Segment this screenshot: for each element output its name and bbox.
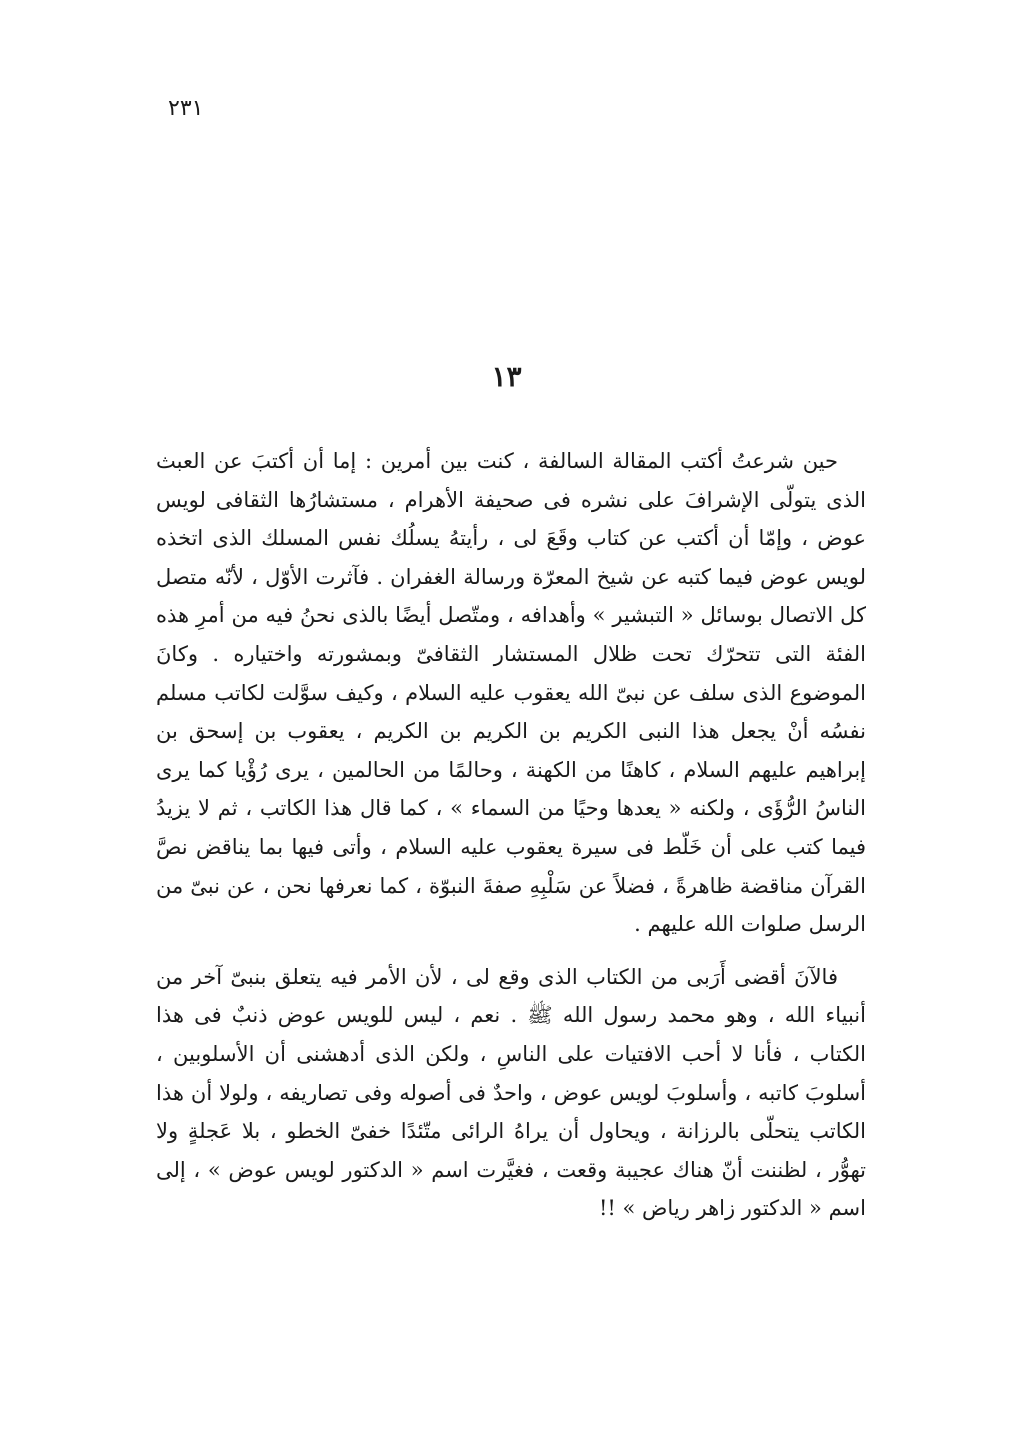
paragraph: حين شرعتُ أكتب المقالة السالفة ، كنت بين أمرين : إما أن أكتبَ عن العبث الذى يتولّى الإشرافَ على نشره فى صحيفة الأهرام ، مستشارُها الثقافى لويس عوض ، وإمّا أن أكتب عن كتاب وقَعَ لى ، رأيتهُ يسلُك نفس المسلك الذى اتخذه لويس عوض فيما كتبه عن شيخ المعرّة ورسالة الغفران . فآثرت الأوّل ، لأنّه متصل كل الاتصال بوسائل « التبشير » وأهدافه ، ومتّصل أيضًا بالذى نحنُ فيه من أمرِ هذه الفئة التى تتحرّك تحت ظلال المستشار الثقافىّ وبمشورته واختياره . وكانَ الموضوع الذى سلف عن نبىّ الله يعقوب عليه السلام ، وكيف سوَّلت لكاتب مسلم نفسُه أنْ يجعل هذا النبى الكريم بن الكريم بن الكريم ، يعقوب بن إسحق بن إبراهيم عليهم السلام ، كاهنًا من الكهنة ، وحالمًا من الحالمين ، يرى رُؤْيا كما يرى الناسُ الرُّؤَى ، ولكنه « يعدها وحيًا من السماء » ، كما قال هذا الكاتب ، ثم لا يزيدُ فيما كتب على أن خَلّط فى سيرة يعقوب عليه السلام ، وأتى فيها بما يناقض نصَّ القرآن مناقضة ظاهرةً ، فضلاً عن سَلْبِهِ صفةَ النبوّة ، كما نعرفها نحن ، عن نبىّ من الرسل صلوات الله عليهم . xyxy=(156,449,866,937)
page-number: ٢٣١ xyxy=(168,96,204,121)
body-text xyxy=(156,442,866,1228)
paragraph: فالآنَ أقضى أَرَبى من الكتاب الذى وقع لى ، لأن الأمر فيه يتعلق بنبىّ آخر من أنبياء الله ، وهو محمد رسول الله ﷺ . نعم ، ليس للويس عوض ذنبٌ فى هذا الكتاب ، فأنا لا أحب الافتيات على الناسِ ، ولكن الذى أدهشنى أن الأسلوبين ، أسلوبَ كاتبه ، وأسلوبَ لويس عوض ، واحدٌ فى أصوله وفى تصاريفه ، ولولا أن هذا الكاتب يتحلّى بالرزانة ، ويحاول أن يراهُ الرائى متّئدًا خفىّ الخطو ، بلا عَجلةٍ ولا تهوُّر ، لظننت أنّ هناك عجيبة وقعت ، فغيَّرت اسم « الدكتور لويس عوض » ، إلى اسم « الدكتور زاهر رياض » !! xyxy=(156,964,866,1221)
chapter-number: ١٣ xyxy=(491,360,522,393)
